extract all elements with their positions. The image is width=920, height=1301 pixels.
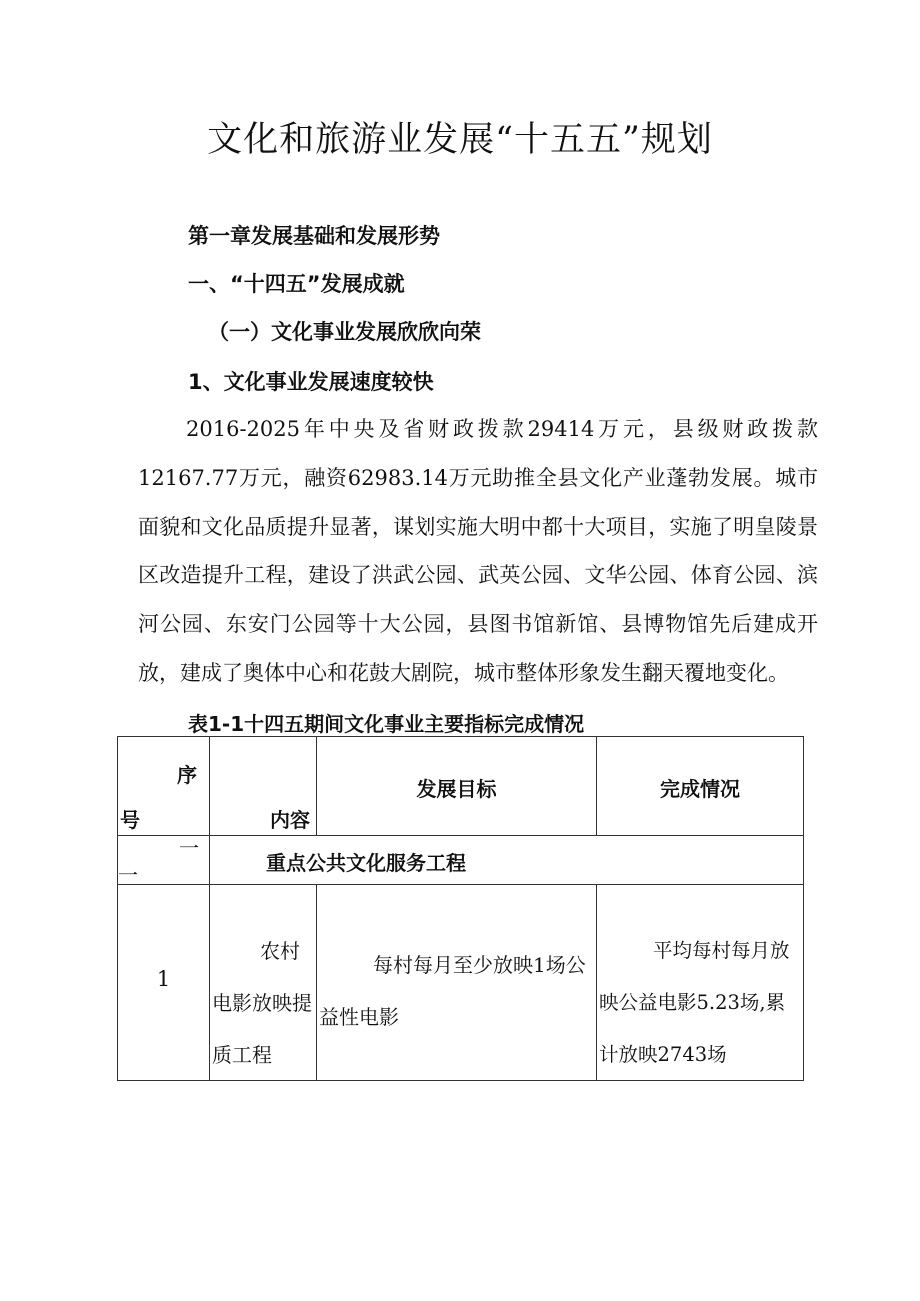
header-content-cell <box>210 737 317 836</box>
category-number-bottom: 一 <box>118 863 138 887</box>
table-row <box>118 885 804 1081</box>
header-goal-cell <box>317 737 597 836</box>
category-name-cell <box>210 836 804 885</box>
page-title: 文化和旅游业发展“十五五”规划 <box>207 120 713 160</box>
section-heading: 一、“十四五”发展成就 <box>188 272 405 296</box>
row-seq-cell <box>118 885 210 1081</box>
row-goal-cell <box>317 885 597 1081</box>
subsection-heading: （一）文化事业发展欣欣向荣 <box>208 320 481 344</box>
header-seq-bottom: 号 <box>120 808 140 832</box>
row-status: 平均每村每月放映公益电影5.23场,累计放映2743场 <box>599 939 790 1066</box>
row-seq: 1 <box>156 967 171 991</box>
header-seq-cell <box>118 737 210 836</box>
body-paragraph: 2016-2025年中央及省财政拨款29414万元，县级财政拨款12167.77万元，融资62983.14万元助推全县文化产业蓬勃发展。城市面貌和文化品质提升显著，谋划实施大明中都十大项目，实施了明皇陵景区改造提升工程，建设了洪武公园、武英公园、文华公园、体育公园、滨河公园、东安门公园等十大公园，县图书馆新馆、县博物馆先后建成开放，建成了奥体中心和花鼓大剧院，城市整体形象发生翻天覆地变化。 <box>138 417 818 685</box>
item-heading: 1、文化事业发展速度较快 <box>188 370 434 394</box>
category-number-top: 一 <box>179 836 199 860</box>
header-content-label: 内容 <box>270 808 310 832</box>
row-content-cell <box>210 885 317 1081</box>
header-goal-label: 发展目标 <box>416 777 497 801</box>
row-status-cell <box>597 885 804 1081</box>
indicator-table <box>117 736 804 1081</box>
chapter-heading: 第一章发展基础和发展形势 <box>188 224 440 248</box>
row-goal: 每村每月至少放映1场公益性电影 <box>319 953 586 1029</box>
category-number-cell <box>118 836 210 885</box>
header-seq-top: 序 <box>177 763 197 787</box>
header-status-label: 完成情况 <box>660 777 740 801</box>
header-status-cell <box>597 737 804 836</box>
table-category-row <box>118 836 804 885</box>
category-name: 重点公共文化服务工程 <box>266 851 466 875</box>
row-content: 农村电影放映提质工程 <box>212 939 312 1067</box>
table-caption: 表1-1十四五期间文化事业主要指标完成情况 <box>188 712 585 736</box>
table-header-row <box>118 737 804 836</box>
